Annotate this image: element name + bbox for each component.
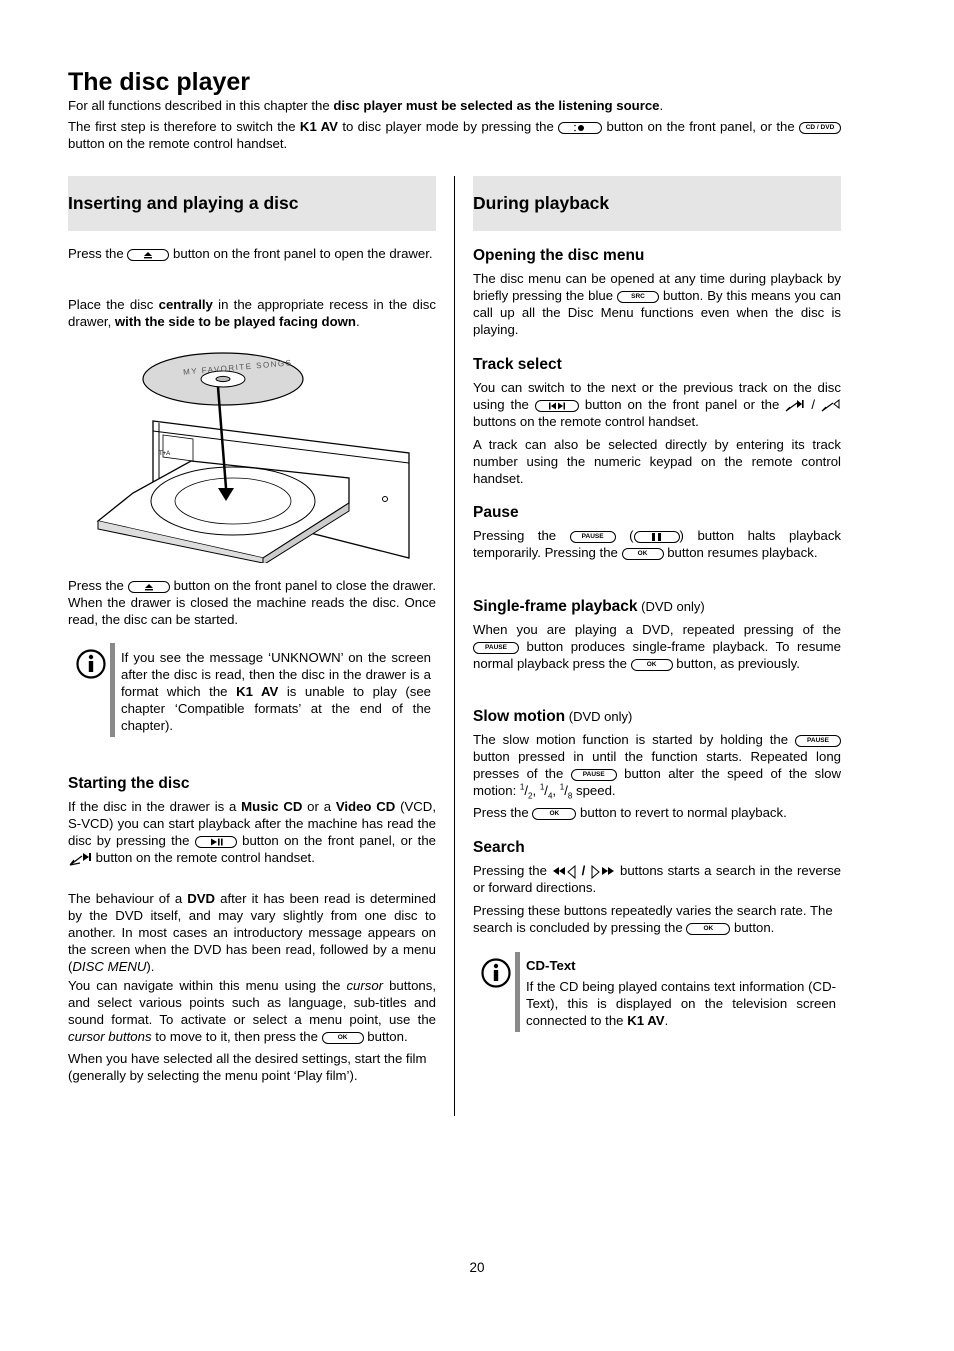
eject-button-icon [127,249,169,261]
note-body [526,957,836,1029]
single-frame-heading: Single-frame playback (DVD only) [473,598,705,615]
ok-button-icon: OK [532,808,576,820]
fast-forward-icon [590,865,616,879]
open-drawer-text: Press the button on the front panel to open the drawer. [68,246,433,261]
ok-button-icon: OK [622,548,664,560]
close-drawer-text: Press the button on the front panel to close the drawer. When the drawer is closed the machine reads the disc. Once read, the disc can be started. [68,578,436,627]
page-number: 20 [469,1260,485,1275]
rewind-icon [551,865,577,879]
cd-dvd-button-icon: CD / DVD [799,122,841,134]
single-frame-text: When you are playing a DVD, repeated pressing of the PAUSE button produces single-frame playback. To resume normal playback press the OK button, as previously. [473,622,841,671]
note-bar [110,643,115,737]
info-icon [76,649,106,683]
remote-play-icon [68,851,92,867]
starting-paragraph-4: When you have selected all the desired settings, start the film (generally by selecting the menu point ‘Play film’). [68,1051,427,1083]
pause-button-icon: PAUSE [570,531,616,543]
info-icon [481,958,511,992]
disc-menu-text: The disc menu can be opened at any time during playback by briefly pressing the blue SRC button. By this means you can call up all the Disc Menu functions even when the disc is playing. [473,271,841,337]
pause-button-icon: PAUSE [473,642,519,654]
starting-paragraph-3: You can navigate within this menu using the cursor buttons, and select various points such as language, sub-titles and sound format. To activate or select a menu point, use the cursor buttons to move to it, then press the OK button. [68,978,436,1044]
note-unknown-format [68,643,436,737]
pause-heading: Pause [473,504,519,521]
intro-paragraph-2: The first step is therefore to switch the K1 AV to disc player mode by pressing the button on the front panel, or the CD / DVD button on the remote control handset. [68,118,841,152]
section-title-inserting: Inserting and playing a disc [68,193,299,213]
note-bar [515,952,520,1032]
slow-motion-heading: Slow motion (DVD only) [473,708,633,725]
page-title: The disc player [68,68,251,96]
disc-label-text: MY FAVORITE SONGS [182,358,293,377]
src-button-icon: SRC [617,291,659,303]
disc-drawer-illustration [93,343,413,563]
starting-paragraph-1: If the disc in the drawer is a Music CD or a Video CD (VCD, S-VCD) you can start playback after the machine has read the disc by pressing the button on the front panel, or the button on the remote control handset. [68,799,436,865]
section-title-playback: During playback [473,193,610,213]
ok-button-icon: OK [631,659,673,671]
intro-paragraph-1: For all functions described in this chapter the disc player must be selected as the listening source. [68,98,664,113]
pause-symbol-button-icon [634,531,680,543]
section-header-inserting [68,176,436,231]
note-text: If you see the message ‘UNKNOWN’ on the screen after the disc is read, then the disc in the drawer is a format which the K1 AV is unable to play (see chapter ‘Compatible formats’ at the end of the chapter). [121,650,432,733]
brand-logo: T+A [159,451,171,457]
column-divider [454,176,455,1116]
ok-button-icon: OK [686,923,730,935]
track-direct-text: A track can also be selected directly by entering its track number using the numeric keypad on the remote control handset. [473,437,841,486]
section-header-playback [473,176,841,231]
search-rate-text: Pressing these buttons repeatedly varies the search rate. The search is concluded by pressing the OK button. [473,903,833,935]
note-text: If the CD being played contains text information (CD-Text), this is displayed on the television screen connected to the K1 AV. [526,979,836,1028]
pause-text: Pressing the PAUSE ( ) button halts playback temporarily. Pressing the OK button resumes playback. [473,528,842,560]
search-text: Pressing the / buttons starts a search in the reverse or forward directions. [473,863,841,895]
search-heading: Search [473,839,525,856]
track-select-text: You can switch to the next or the previous track on the disc using the button on the front panel or the / buttons on the remote control handset. [473,380,841,430]
place-disc-text: Place the disc centrally in the appropriate recess in the disc drawer, with the side to be played facing down. [68,297,436,329]
track-select-heading: Track select [473,356,562,373]
play-pause-button-icon [195,836,237,848]
note-cd-text [473,952,841,1032]
remote-next-icon [785,398,805,413]
pause-button-icon: PAUSE [795,735,841,747]
starting-paragraph-2: The behaviour of a DVD after it has been read is determined by the DVD itself, and may vary slightly from one disc to another. In most cases an introductory message appears on the screen when the DVD has been read, followed by a menu (DISC MENU). [68,891,436,974]
skip-button-icon [535,400,579,412]
remote-prev-icon [821,398,841,413]
eject-button-icon [128,581,170,593]
disc-source-button-icon [558,122,602,134]
slow-motion-text: The slow motion function is started by holding the PAUSE button pressed in until the function starts. Repeated long presses of the PAUSE button alter the speed of the slow motion: $^1/_2$, $^1/_4$, $^1/_8$ speed. [473,732,841,801]
starting-disc-heading: Starting the disc [68,775,190,792]
ok-button-icon: OK [322,1032,364,1044]
note-title: CD-Text [526,958,576,973]
pause-button-icon: PAUSE [571,769,617,781]
intro [68,97,841,152]
slow-motion-revert-text: Press the OK button to revert to normal playback. [473,805,787,820]
disc-menu-heading: Opening the disc menu [473,247,645,264]
